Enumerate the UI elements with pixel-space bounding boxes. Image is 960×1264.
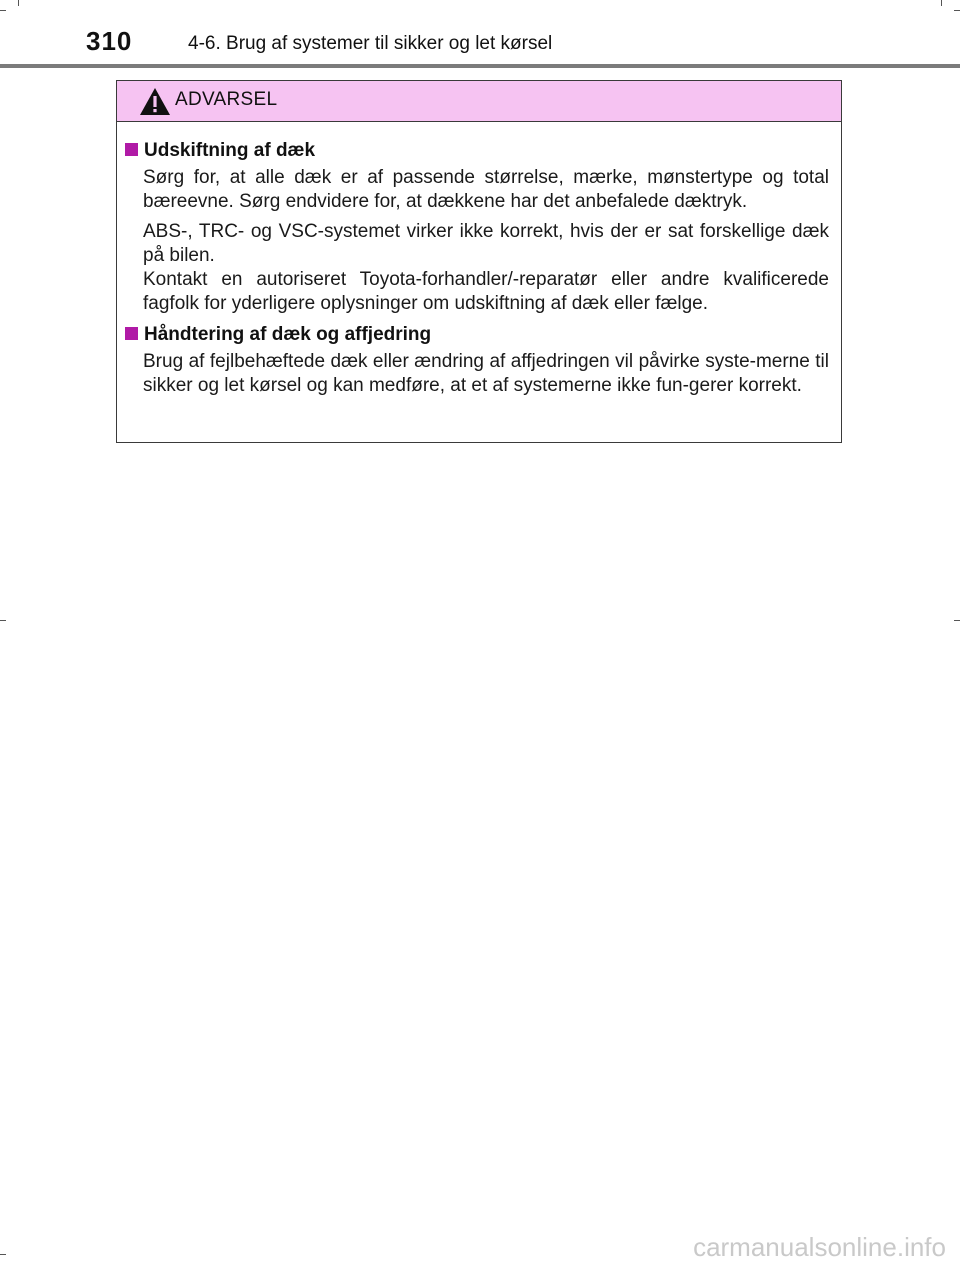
- crop-mark: [941, 0, 942, 6]
- section-heading: [125, 140, 315, 162]
- section-heading: [125, 324, 431, 346]
- crop-mark: [0, 620, 6, 621]
- paragraph: Brug af fejlbehæftede dæk eller ændring af affjedringen vil påvirke syste-merne til sikker og let kørsel og kan medføre, at et af systemerne ikke fun-gerer korrekt.: [143, 351, 829, 396]
- crop-mark: [954, 620, 960, 621]
- warning-header: [117, 81, 841, 122]
- warning-box: [116, 80, 842, 443]
- page-header: [0, 20, 960, 68]
- watermark: carmanualsonline.info: [693, 1232, 946, 1262]
- warning-triangle-icon: [139, 87, 171, 116]
- crop-mark: [18, 0, 19, 6]
- header-rule: [0, 64, 960, 68]
- square-bullet-icon: [125, 143, 138, 156]
- warning-label: ADVARSEL: [175, 89, 278, 110]
- section-heading-text: Håndtering af dæk og affjedring: [144, 324, 432, 345]
- section-heading-text: Udskiftning af dæk: [144, 140, 316, 161]
- crop-mark: [954, 10, 960, 11]
- crop-mark: [0, 10, 6, 11]
- paragraph: Sørg for, at alle dæk er af passende størrelse, mærke, mønstertype og total bæreevne. Sørg endvidere for, at dækkene har det anbefalede dæktryk.: [143, 167, 829, 212]
- page-number: 310: [86, 26, 133, 56]
- crop-mark: [0, 1254, 6, 1255]
- paragraph: ABS-, TRC- og VSC-systemet virker ikke korrekt, hvis der er sat forskellige dæk på bilen. Kontakt en autoriseret Toyota-forhandler/-reparatør eller andre kvalificerede fagfolk for yderligere oplysninger om udskiftning af dæk eller fælge.: [143, 221, 829, 314]
- section-title: 4-6. Brug af systemer til sikker og let kørsel: [188, 33, 553, 54]
- square-bullet-icon: [125, 327, 138, 340]
